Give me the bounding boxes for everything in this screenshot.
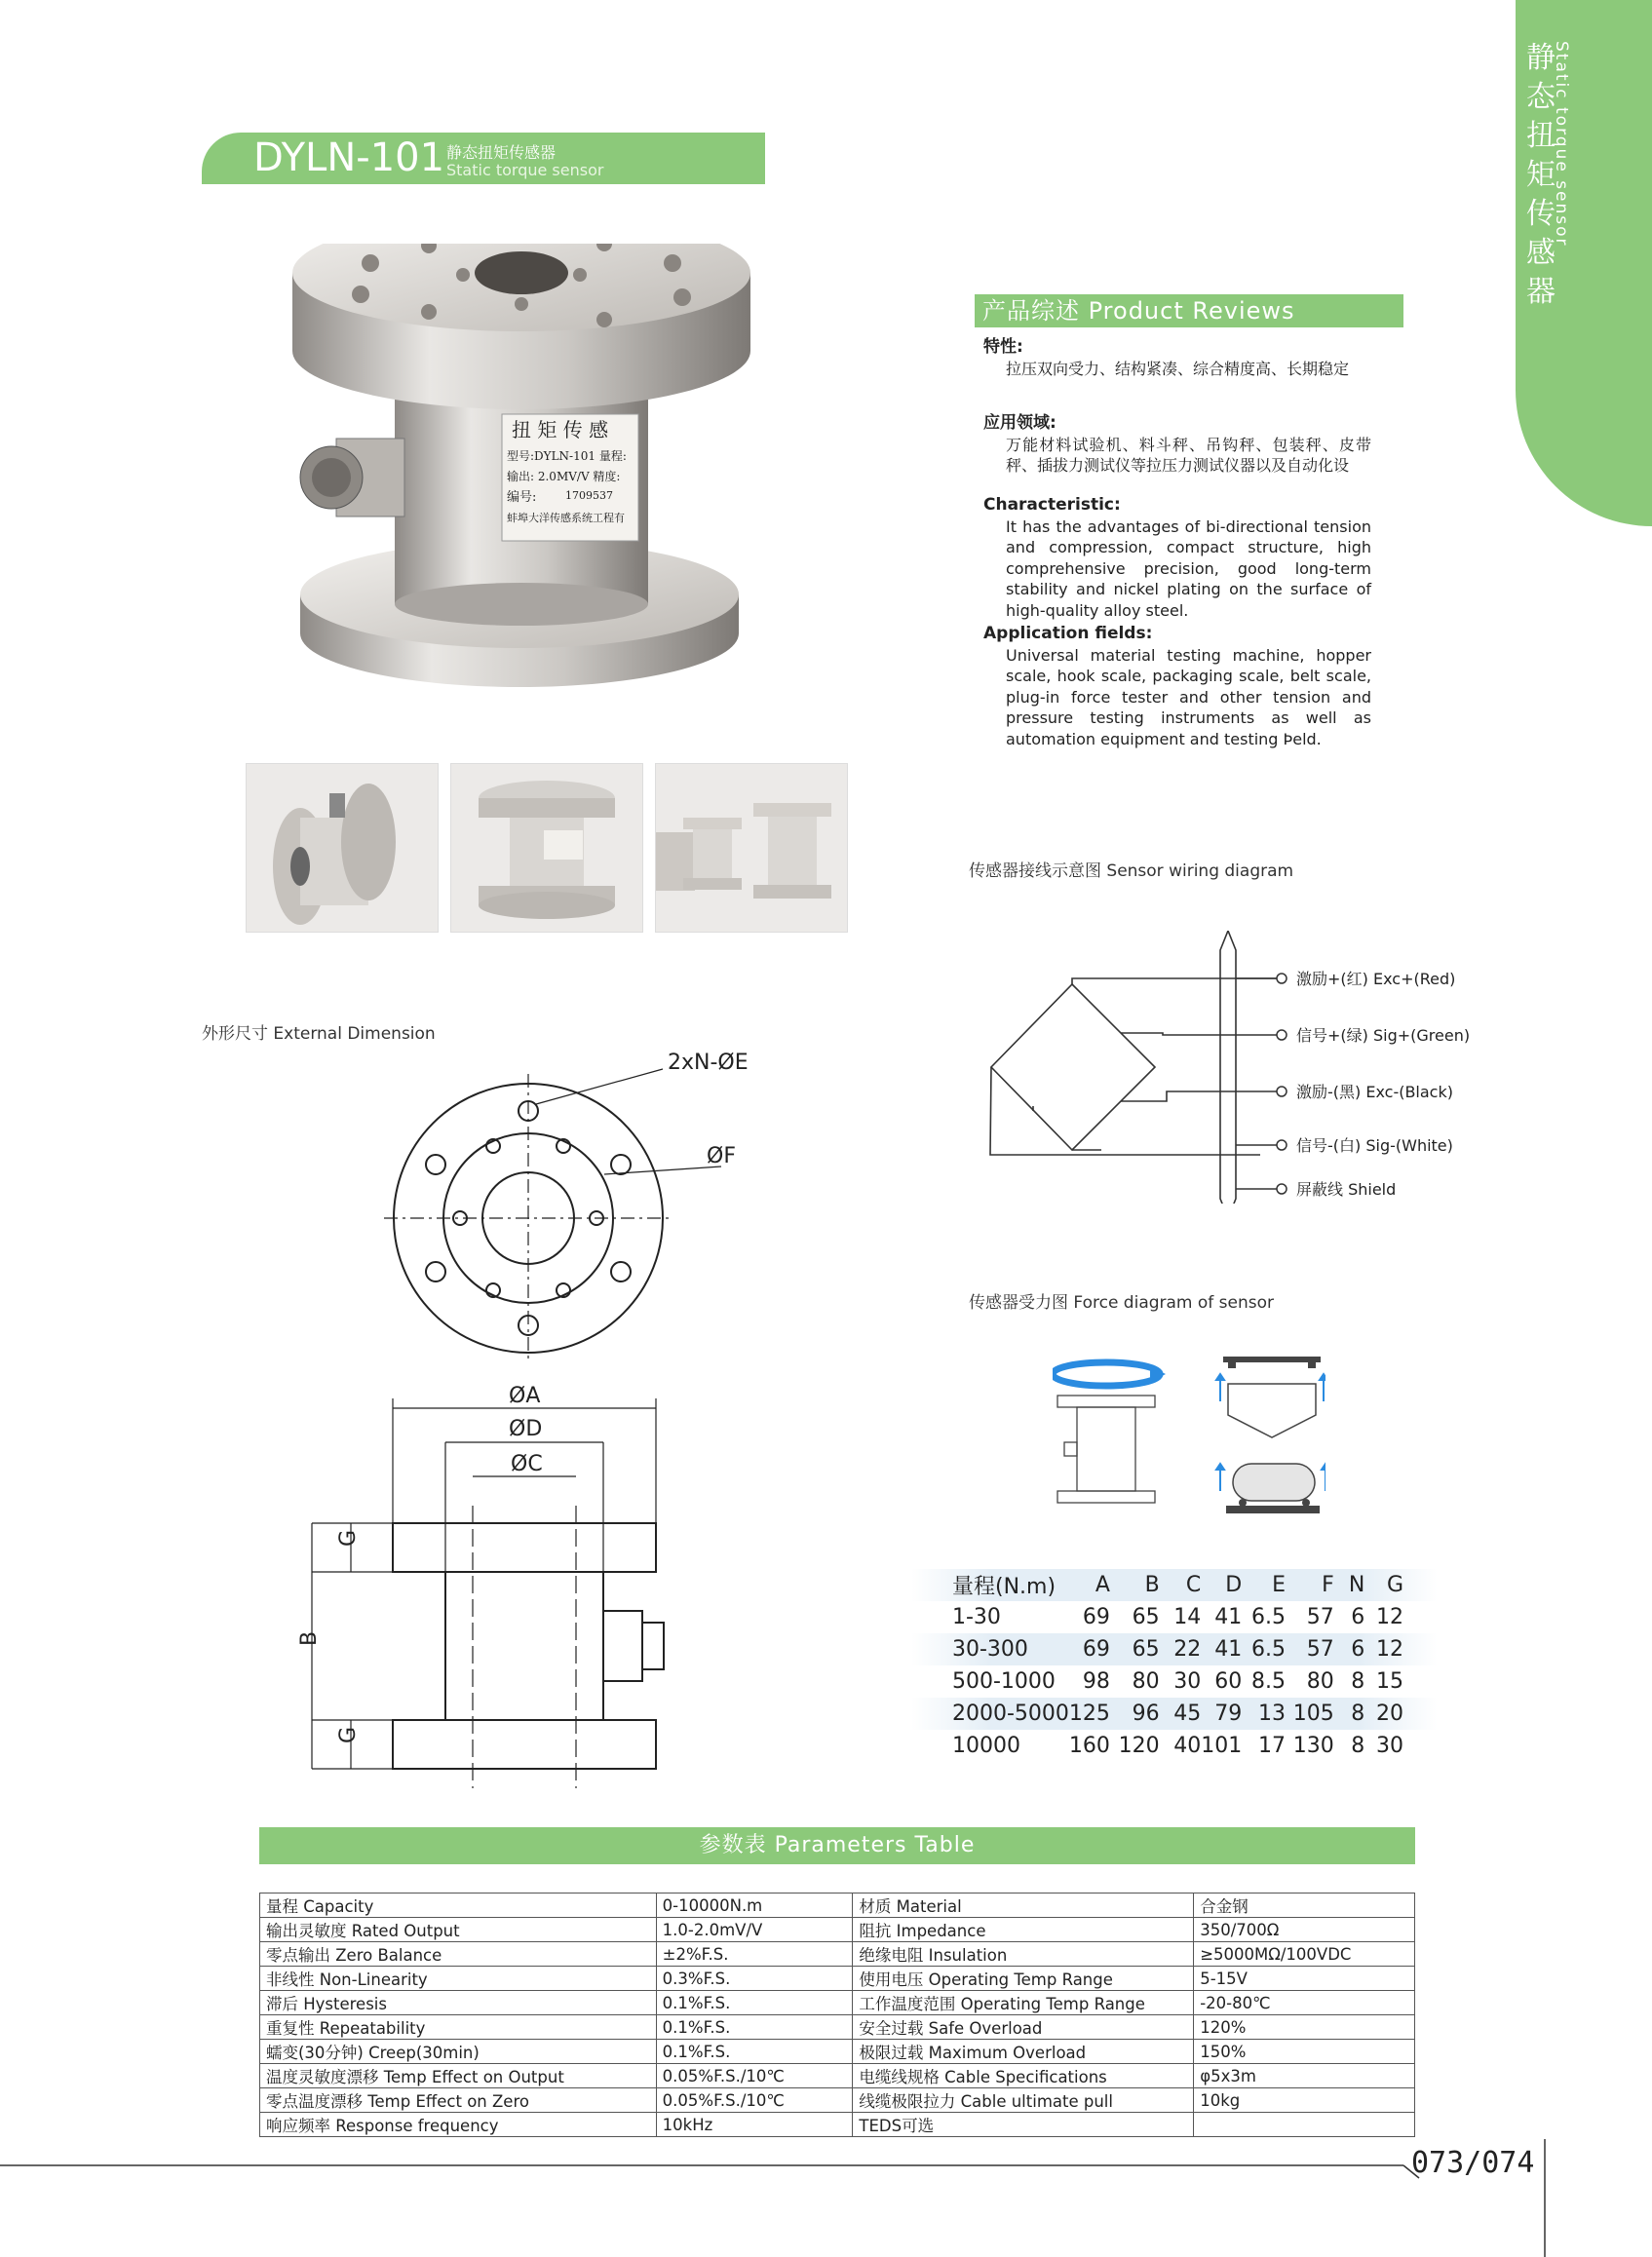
table-cell: 60 <box>1214 1669 1243 1694</box>
table-cell: 电缆线规格 Cable Specifications <box>853 2064 1194 2088</box>
label-a: ØA <box>509 1384 541 1408</box>
table-cell: 12 <box>1376 1605 1403 1629</box>
characteristic-text: It has the advantages of bi-directional tension and compression, compact structure, high comprehensive precision, good long-term stability and nickel plating on the surface of high-quality alloy steel. <box>1006 516 1371 620</box>
application-cn-block <box>983 413 1371 477</box>
application-fields-label: Application fields: <box>983 624 1153 643</box>
table-cell: 350/700Ω <box>1194 1918 1415 1942</box>
table-row <box>260 1967 1415 1991</box>
table-cell: 41 <box>1214 1605 1243 1629</box>
table-cell: 8 <box>1351 1734 1365 1758</box>
table-cell: 5-15V <box>1194 1967 1415 1991</box>
table-cell <box>1194 2113 1415 2137</box>
table-row <box>260 2015 1415 2040</box>
table-row <box>911 1601 1438 1633</box>
dim-header-range: 量程(N.m) <box>952 1575 1057 1599</box>
table-cell: ±2%F.S. <box>656 1942 853 1967</box>
side-tab-title-cn: 静态扭矩传感器 <box>1526 41 1556 309</box>
table-cell: 安全过载 Safe Overload <box>853 2015 1194 2040</box>
table-cell: 0.3%F.S. <box>656 1967 853 1991</box>
table-cell: 69 <box>1082 1605 1110 1629</box>
table-row <box>260 2113 1415 2137</box>
table-cell: ≥5000MΩ/100VDC <box>1194 1942 1415 1967</box>
application-text: 万能材料试验机、料斗秤、吊钩秤、包装秤、皮带秤、插拔力测试仪等拉压力测试仪器以及自动化设 <box>1006 435 1371 475</box>
dim-header-n: N <box>1348 1573 1365 1597</box>
table-cell: 10000 <box>952 1734 1020 1758</box>
features-text: 拉压双向受力、结构紧凑、综合精度高、长期稳定 <box>1006 359 1350 378</box>
table-cell: 0.05%F.S./10℃ <box>656 2064 853 2088</box>
wire-label-exc-plus: 激励+(红) Exc+(Red) <box>1296 970 1456 988</box>
table-cell: 80 <box>1306 1669 1334 1694</box>
table-cell: 10kg <box>1194 2088 1415 2113</box>
table-cell: 8 <box>1351 1669 1365 1694</box>
label-c: ØC <box>511 1452 543 1476</box>
nameplate-maker: 蚌埠大洋传感系统工程有 <box>507 512 625 524</box>
dimension-table <box>911 1569 1438 1762</box>
product-photo <box>283 244 770 692</box>
thumbnail-photo-1 <box>246 763 439 933</box>
table-cell: 30 <box>1376 1734 1403 1758</box>
table-cell: 120% <box>1194 2015 1415 2040</box>
table-cell: 96 <box>1132 1702 1160 1726</box>
label-d: ØD <box>509 1417 543 1441</box>
table-cell: 绝缘电阻 Insulation <box>853 1942 1194 1967</box>
nameplate-title: 扭 矩 传 感 <box>512 418 609 441</box>
dim-header-f: F <box>1322 1573 1334 1597</box>
table-row <box>260 2064 1415 2088</box>
table-cell: 57 <box>1306 1637 1334 1662</box>
table-cell: 15 <box>1376 1669 1403 1694</box>
table-cell: 10kHz <box>656 2113 853 2137</box>
table-cell: 45 <box>1173 1702 1202 1726</box>
label-holes: 2xN-ØE <box>668 1051 749 1075</box>
footer-rule <box>0 2134 1652 2257</box>
page-number: 073/074 <box>1411 2146 1535 2180</box>
table-cell: 6.5 <box>1250 1637 1286 1662</box>
table-cell: 0.05%F.S./10℃ <box>656 2088 853 2113</box>
external-dimension-title: 外形尺寸 External Dimension <box>202 1024 436 1044</box>
table-cell: 温度灵敏度漂移 Temp Effect on Output <box>260 2064 657 2088</box>
table-cell: 125 <box>1068 1702 1110 1726</box>
table-cell: 160 <box>1068 1734 1110 1758</box>
dim-header-e: E <box>1272 1573 1286 1597</box>
product-name-en: Static torque sensor <box>446 161 604 179</box>
dimension-drawing <box>292 1048 760 1847</box>
table-cell: 0.1%F.S. <box>656 2015 853 2040</box>
table-cell: 500-1000 <box>952 1669 1056 1694</box>
table-cell: 69 <box>1082 1637 1110 1662</box>
table-cell: 重复性 Repeatability <box>260 2015 657 2040</box>
table-cell: 量程 Capacity <box>260 1894 657 1918</box>
table-row <box>911 1698 1438 1730</box>
table-cell: 130 <box>1292 1734 1334 1758</box>
table-cell: 57 <box>1306 1605 1334 1629</box>
wire-label-exc-minus: 激励-(黑) Exc-(Black) <box>1296 1083 1453 1101</box>
wire-label-sig-plus: 信号+(绿) Sig+(Green) <box>1296 1026 1471 1045</box>
dim-header-b: B <box>1144 1573 1160 1597</box>
table-cell: 14 <box>1173 1605 1202 1629</box>
table-row <box>260 2040 1415 2064</box>
force-title: 传感器受力图 Force diagram of sensor <box>969 1293 1275 1313</box>
table-cell: 零点温度漂移 Temp Effect on Zero <box>260 2088 657 2113</box>
table-cell: 0-10000N.m <box>656 1894 853 1918</box>
table-cell: 79 <box>1214 1702 1243 1726</box>
side-tab-title-en: Static torque sensor <box>1552 41 1571 248</box>
table-cell: 17 <box>1257 1734 1286 1758</box>
table-cell: 65 <box>1132 1637 1160 1662</box>
table-row <box>260 1918 1415 1942</box>
table-row <box>260 1991 1415 2015</box>
table-cell: 12 <box>1376 1637 1403 1662</box>
table-cell: 滞后 Hysteresis <box>260 1991 657 2015</box>
table-cell: 6 <box>1351 1605 1365 1629</box>
table-cell: 非线性 Non-Linearity <box>260 1967 657 1991</box>
table-row <box>260 1942 1415 1967</box>
label-f: ØF <box>707 1144 736 1168</box>
features-block <box>983 337 1371 379</box>
product-name-cn: 静态扭矩传感器 <box>446 143 557 162</box>
dim-header-c: C <box>1185 1573 1202 1597</box>
table-cell: 阻抗 Impedance <box>853 1918 1194 1942</box>
table-cell: 20 <box>1376 1702 1403 1726</box>
table-cell: 零点输出 Zero Balance <box>260 1942 657 1967</box>
nameplate-model: 型号:DYLN-101 量程: <box>507 449 627 463</box>
table-cell: 响应频率 Response frequency <box>260 2113 657 2137</box>
parameters-table <box>259 1893 1415 2137</box>
product-code: DYLN-101 <box>253 135 445 180</box>
table-cell: 线缆极限拉力 Cable ultimate pull <box>853 2088 1194 2113</box>
nameplate-output: 输出: 2.0MV/V 精度: <box>507 470 621 483</box>
table-cell: 8 <box>1351 1702 1365 1726</box>
dim-header-a: A <box>1095 1573 1110 1597</box>
table-cell: 0.1%F.S. <box>656 2040 853 2064</box>
table-cell: 1.0-2.0mV/V <box>656 1918 853 1942</box>
features-label: 特性: <box>983 337 1023 357</box>
wire-label-shield: 屏蔽线 Shield <box>1296 1180 1397 1199</box>
label-g-bottom: G <box>336 1726 361 1743</box>
parameters-title: 参数表 Parameters Table <box>699 1833 976 1857</box>
table-row <box>260 1894 1415 1918</box>
table-cell: TEDS可选 <box>853 2113 1194 2137</box>
table-cell: 0.1%F.S. <box>656 1991 853 2015</box>
table-cell: 150% <box>1194 2040 1415 2064</box>
table-cell: 蠕变(30分钟) Creep(30min) <box>260 2040 657 2064</box>
application-label: 应用领域: <box>983 413 1057 433</box>
table-cell: 工作温度范围 Operating Temp Range <box>853 1991 1194 2015</box>
table-row <box>260 2088 1415 2113</box>
dim-header-g: G <box>1386 1573 1403 1597</box>
table-cell: 8.5 <box>1250 1669 1286 1694</box>
wiring-diagram <box>984 931 1501 1204</box>
nameplate-serial: 1709537 <box>565 489 613 502</box>
reviews-title: 产品综述 Product Reviews <box>982 297 1295 325</box>
table-row <box>911 1633 1438 1665</box>
table-cell: 120 <box>1118 1734 1160 1758</box>
characteristic-block <box>983 495 1371 621</box>
label-g-top: G <box>336 1529 361 1547</box>
table-row <box>911 1730 1438 1762</box>
application-fields-block <box>983 624 1371 749</box>
table-cell: 材质 Material <box>853 1894 1194 1918</box>
table-cell: 30-300 <box>952 1637 1028 1662</box>
table-cell: 101 <box>1201 1734 1243 1758</box>
application-fields-text: Universal material testing machine, hopper scale, hook scale, packaging scale, belt scale, plug-in force tester and other tension and pressure testing instruments as well as automation equipment and testing Þeld. <box>1006 645 1371 748</box>
table-cell: 22 <box>1173 1637 1202 1662</box>
nameplate-serial-label: 编号: <box>507 490 537 505</box>
table-cell: -20-80℃ <box>1194 1991 1415 2015</box>
table-cell: 6.5 <box>1250 1605 1286 1629</box>
table-cell: 98 <box>1082 1669 1110 1694</box>
table-cell: φ5x3m <box>1194 2064 1415 2088</box>
table-cell: 65 <box>1132 1605 1160 1629</box>
table-cell: 30 <box>1173 1669 1202 1694</box>
table-cell: 6 <box>1351 1637 1365 1662</box>
table-cell: 2000-5000 <box>952 1702 1069 1726</box>
table-cell: 1-30 <box>952 1605 1001 1629</box>
table-row <box>911 1665 1438 1698</box>
thumbnail-photo-3 <box>655 763 848 933</box>
characteristic-label: Characteristic: <box>983 495 1121 515</box>
table-cell: 41 <box>1214 1637 1243 1662</box>
table-cell: 使用电压 Operating Temp Range <box>853 1967 1194 1991</box>
force-diagram <box>1053 1355 1325 1525</box>
label-b: B <box>297 1630 322 1646</box>
dim-header-d: D <box>1225 1573 1243 1597</box>
table-cell: 40 <box>1173 1734 1202 1758</box>
table-cell: 合金钢 <box>1194 1894 1415 1918</box>
wire-label-sig-minus: 信号-(白) Sig-(White) <box>1296 1136 1453 1155</box>
table-cell: 13 <box>1257 1702 1286 1726</box>
table-cell: 80 <box>1132 1669 1160 1694</box>
wiring-title: 传感器接线示意图 Sensor wiring diagram <box>969 861 1294 881</box>
thumbnail-photo-2 <box>450 763 643 933</box>
table-cell: 105 <box>1292 1702 1334 1726</box>
table-cell: 极限过载 Maximum Overload <box>853 2040 1194 2064</box>
dimension-table-header <box>911 1569 1438 1601</box>
table-cell: 输出灵敏度 Rated Output <box>260 1918 657 1942</box>
